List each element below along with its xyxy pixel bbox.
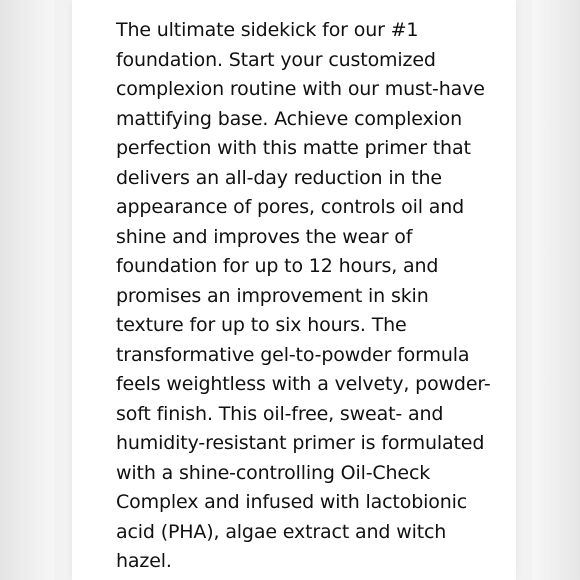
- left-background-edge: [0, 0, 54, 580]
- description-line: hazel.: [116, 550, 172, 572]
- description-line: promises an improvement in skin: [116, 284, 429, 307]
- description-line: with a shine-controlling Oil-Check: [116, 461, 431, 484]
- description-line: texture for up to six hours. The: [116, 314, 407, 336]
- right-background-edge: [532, 0, 580, 580]
- description-line: acid (PHA), algae extract and witch: [116, 520, 447, 543]
- description-line: Complex and infused with lactobionic: [116, 491, 468, 513]
- description-line: foundation for up to 12 hours, and: [116, 255, 439, 277]
- description-line: complexion routine with our must-have: [116, 78, 485, 100]
- description-line: humidity-resistant primer is formulated: [116, 432, 485, 454]
- description-line: perfection with this matte primer that: [116, 137, 471, 159]
- description-line: mattifying base. Achieve complexion: [116, 107, 463, 130]
- product-description: [116, 16, 512, 577]
- description-line: appearance of pores, controls oil and: [116, 196, 465, 218]
- description-line: delivers an all-day reduction in the: [116, 166, 442, 189]
- description-line: The ultimate sidekick for our #1: [116, 19, 419, 41]
- description-line: foundation. Start your customized: [116, 48, 436, 71]
- description-line: shine and improves the wear of: [116, 225, 413, 248]
- description-line: soft finish. This oil-free, sweat- and: [116, 402, 444, 425]
- description-line: transformative gel-to-powder formula: [116, 343, 470, 366]
- description-line: feels weightless with a velvety, powder-: [116, 373, 491, 395]
- description-page: [72, 0, 516, 580]
